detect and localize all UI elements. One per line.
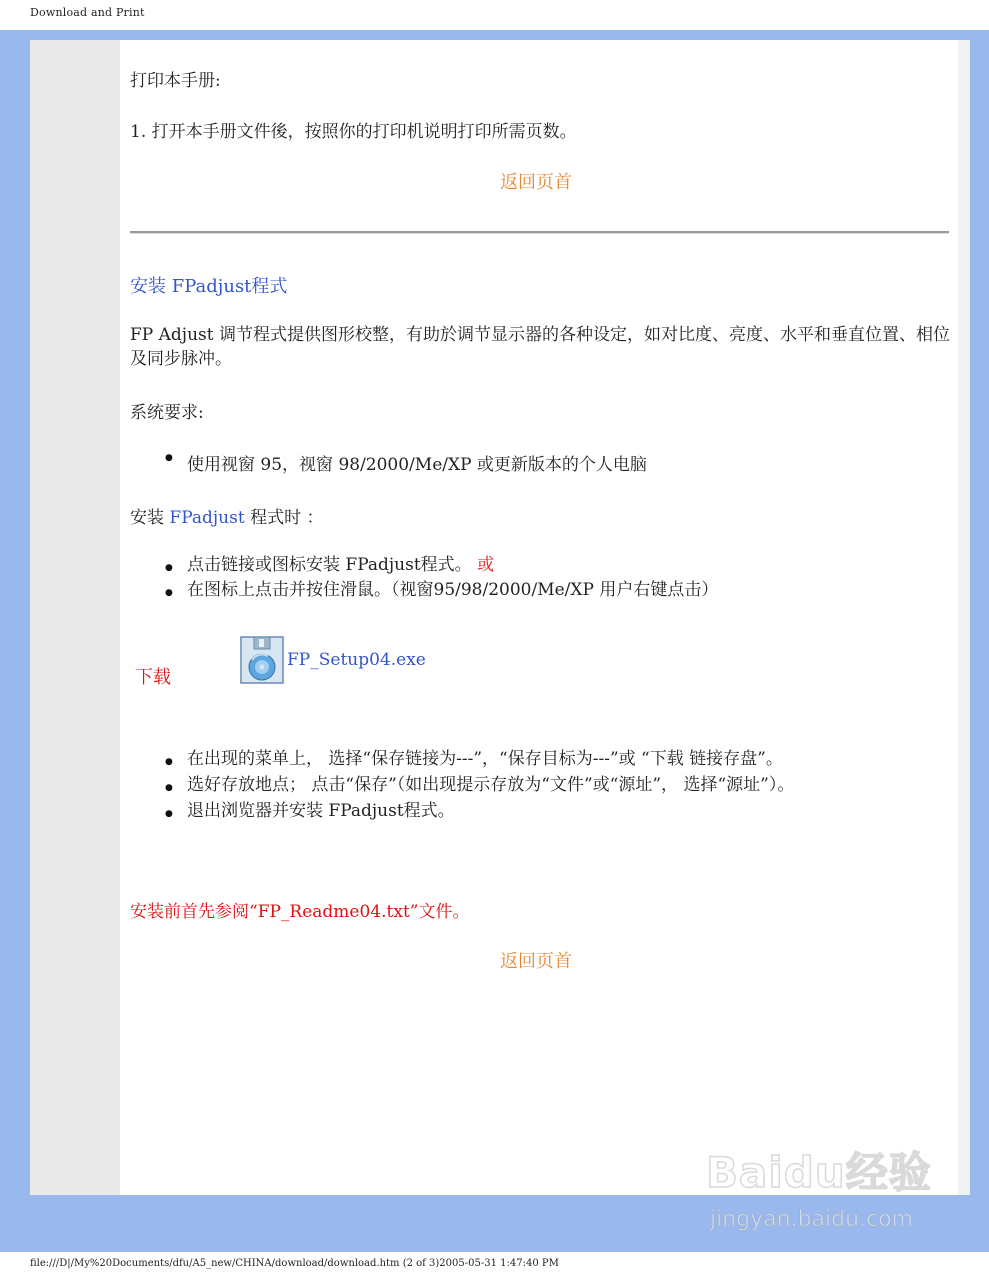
watermark-url: jingyan.baidu.com [710,1207,914,1232]
back-to-top-link[interactable]: 返回页首 [500,172,572,193]
back-to-top-link[interactable]: 返回页首 [500,951,572,972]
setup-file-link[interactable]: FP_Setup04.exe [287,650,426,670]
install-prefix: 安装 [130,508,170,528]
baidu-watermark [700,1135,940,1245]
section-divider [130,231,949,234]
requirements-list [130,450,930,475]
install-step-text: 在图标上点击并按住滑鼠。（视窗95/98/2000/Me/XP 用户右键点击） [187,580,719,600]
fpadjust-link[interactable]: FPadjust [169,508,245,528]
watermark-logo: Baidu经验 [706,1148,932,1197]
download-label: 下载 [135,667,171,688]
install-heading: 安装 FPadjust程式 [130,276,288,297]
print-header-title: Download and Print [30,6,145,19]
readme-note: 安装前首先参阅“FP_Readme04.txt”文件。 [130,902,470,922]
install-description: FP Adjust 调节程式提供图形校整，有助於调节显示器的各种设定，如对比度、亮度、水平和垂直位置、相位及同步脉冲。 [130,325,950,369]
list-item [130,553,930,578]
scrollbar-track[interactable] [958,40,970,1195]
main-content-area [120,40,958,1195]
print-footer-path: file:///D|/My%20Documents/dfu/A5_new/CHINA/download/download.htm (2 of 3)2005-05-31 1:47:40 PM [30,1258,559,1269]
left-gutter [30,40,120,1195]
install-instruction-line [130,503,323,528]
list-item: ● 使用视窗 95，视窗 98/2000/Me/XP 或更新版本的个人电脑 [130,450,930,475]
install-steps-list [130,553,930,603]
print-step-1: 1. 打开本手册文件後，按照你的打印机说明打印所需页数。 [130,122,577,142]
setup-file-icon[interactable] [240,636,284,684]
install-suffix: 程式时 ： [244,508,324,528]
or-label: 或 [477,555,495,575]
save-steps-list [130,748,930,823]
list-item: ● 选好存放地点； 点击“保存”（如出现提示存放为“文件”或“源址”， 选择“源址”）。 [130,774,930,797]
print-heading: 打印本手册: [130,71,221,91]
requirements-label: 系统要求: [130,403,204,423]
install-step-text: 点击链接或图标安装 FPadjust程式。 [187,555,472,575]
list-item: ● 在出现的菜单上， 选择“保存链接为---”，“保存目标为---”或 “下载 链接存盘”。 [130,748,930,771]
list-item [130,578,930,603]
list-item: ● 退出浏览器并安装 FPadjust程式。 [130,800,930,823]
